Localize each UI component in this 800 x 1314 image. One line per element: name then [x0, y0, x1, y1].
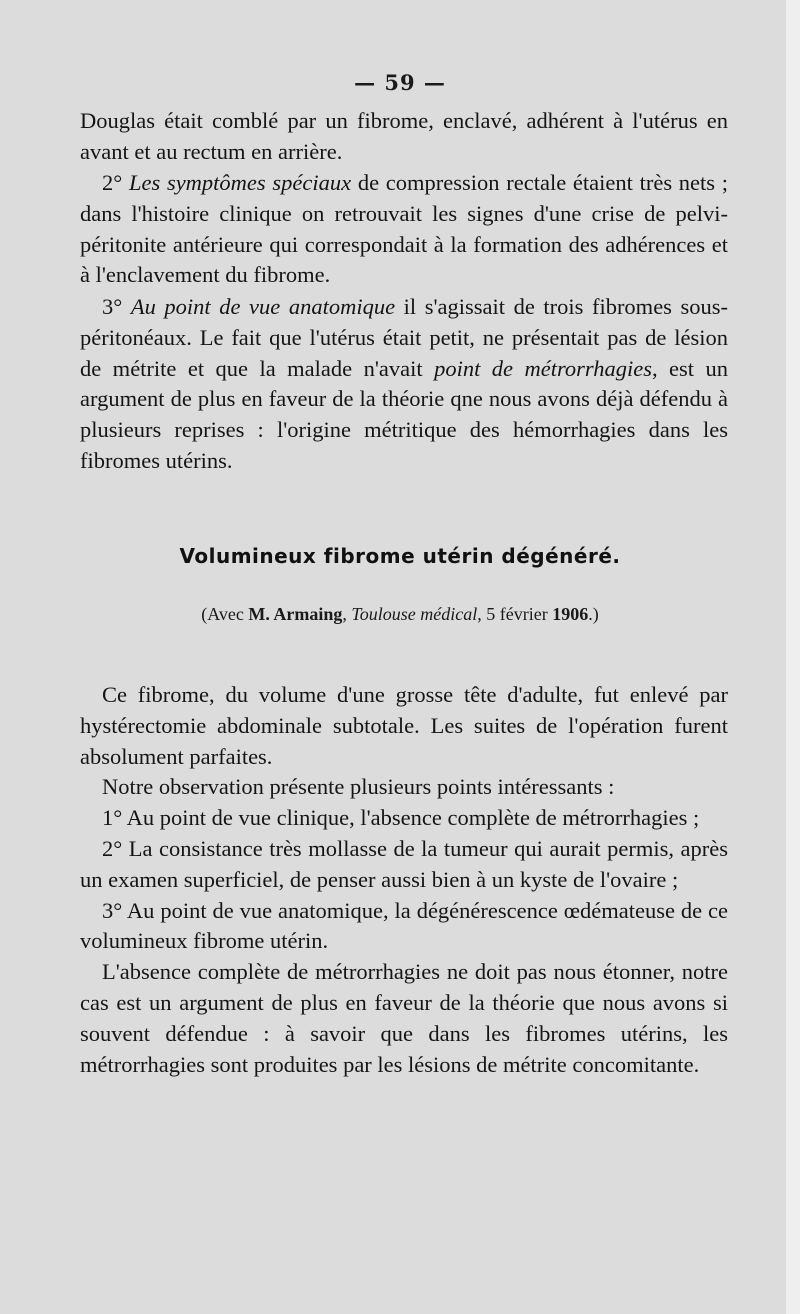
- list-item: 1° Au point de vue clinique, l'absence complète de métrorrhagies ;: [102, 805, 700, 831]
- year: 1906: [552, 604, 589, 624]
- paragraph-text: Douglas était comblé par un fibrome, enclavé, adhérent à l'utérus en avant et au rectum en arrière.: [80, 108, 728, 164]
- paragraph-text: il s'agissait de trois fibromes sous-péritonéaux. Le fait que l'utérus était petit, ne présentait pas de lésion de métrite et que la malade n'avait: [80, 294, 729, 381]
- author: M. Armaing: [248, 604, 343, 624]
- section-heading: Volumineux fibrome utérin dégénéré.: [179, 544, 621, 568]
- journal: Toulouse médical: [351, 604, 478, 624]
- page-edge: [786, 0, 800, 1314]
- italic-phrase: Les symptômes spéciaux: [128, 170, 352, 195]
- paragraph: Notre observation présente plusieurs points intéressants :: [102, 774, 615, 800]
- paragraph: L'absence complète de métrorrhagies ne doit pas nous étonner, notre cas est un argument de plus en faveur de la théorie que nous avons si souvent défendue : à savoir que dans les fibromes utérins, les métrorrhagies sont produites par les lésions de métrite concomitante.: [80, 959, 728, 1077]
- list-item: 3° Au point de vue anatomique, la dégénérescence œdémateuse de ce volumineux fibrome utérin.: [80, 897, 728, 954]
- paragraph-text: de compression rectale étaient très nets ; dans l'histoire clinique on retrouvait les signes d'une crise de pelvi-péritonite antérieure qui correspondait à la formation des adhérences et à l'enclavement du fibrome.: [80, 170, 728, 288]
- paragraph-text: , est un argument de plus en faveur de la théorie qne nous avons déjà défendu à plusieurs reprises : l'origine métritique des hémorrhagies dans les fibromes utérins.: [80, 355, 729, 473]
- paragraph: Ce fibrome, du volume d'une grosse tête d'adulte, fut enlevé par hystérectomie abdominale subtotale. Les suites de l'opération furent absolument parfaites.: [80, 682, 728, 769]
- italic-phrase: point de métrorrhagies: [434, 355, 652, 381]
- list-item: 2° La consistance très mollasse de la tumeur qui aurait permis, après un examen superficiel, de penser aussi bien à un kyste de l'ovaire ;: [80, 835, 728, 892]
- paragraph-douglas: [80, 106, 728, 168]
- italic-phrase: Au point de vue anatomique: [130, 294, 396, 319]
- list-number: 3°: [102, 294, 123, 319]
- citation: (Avec M. Armaing, Toulouse médical, 5 février 1906.): [201, 604, 599, 624]
- list-number: 2°: [102, 170, 123, 195]
- paragraph-symptoms: [80, 168, 728, 291]
- body-text: [80, 680, 728, 1080]
- page-number: — 59 —: [354, 70, 446, 95]
- paragraph-anatomy: [80, 292, 728, 477]
